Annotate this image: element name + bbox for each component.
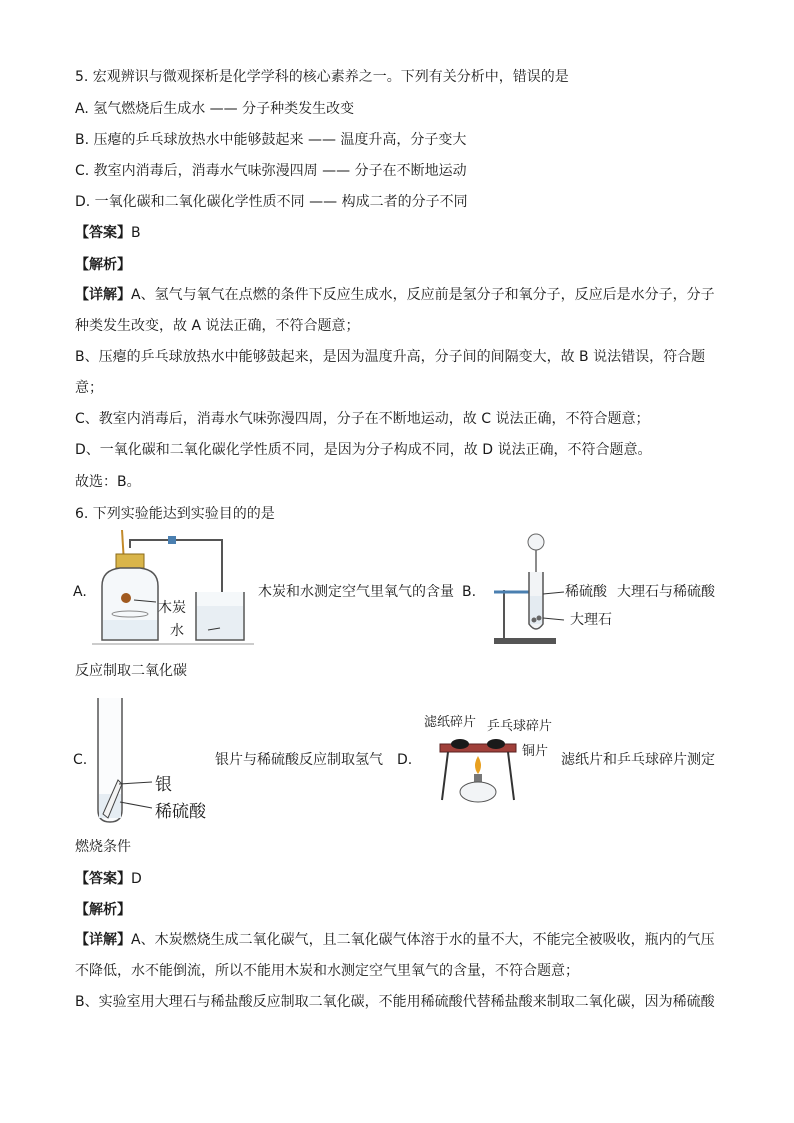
q6-detail-b: B、实验室用大理石与稀盐酸反应制取二氧化碳，不能用稀硫酸代替稀盐酸来制取二氧化碳，因为稀硫酸 (75, 994, 715, 1010)
q6-option-a-text: 木炭和水测定空气里氧气的含量 (258, 584, 454, 600)
q6-option-d-text: 滤纸片和乒乓球碎片测定 (561, 752, 715, 768)
detail-a-text: A、木炭燃烧生成二氧化碳气，且二氧化碳气体溶于水的量不大，不能完全被吸收，瓶内的气压不降低，水不能倒流，所以不能用木炭和水测定空气里氧气的含量，不符合题意； (75, 932, 715, 979)
q6-option-a-letter: A. (73, 584, 87, 600)
q6-option-d-text-cont: 燃烧条件 (75, 839, 131, 855)
q5-choose: 故选：B。 (75, 474, 141, 490)
q6-option-d-letter: D. (397, 752, 413, 768)
detail-tag: 【详解】 (75, 287, 131, 303)
q6-option-b-text-cont: 反应制取二氧化碳 (75, 663, 187, 679)
q6-stem: 6. 下列实验能达到实验目的的是 (75, 506, 275, 522)
q6-option-c-letter: C. (73, 752, 88, 768)
q6-b-label-marble: 大理石 (570, 612, 612, 628)
q5-answer (75, 224, 141, 242)
answer-value: B (131, 225, 141, 241)
q5-detail-b: B、压瘪的乒乓球放热水中能够鼓起来，是因为温度升高，分子间的间隔变大，故 B 说法错误，符合题意； (75, 349, 706, 396)
q6-option-b-figure (486, 532, 566, 650)
q5-option-c: C. 教室内消毒后，消毒水气味弥漫四周 —— 分子在不断地运动 (75, 163, 467, 179)
detail-tag: 【详解】 (75, 932, 131, 948)
q6-answer (75, 870, 142, 888)
q5-analysis-tag: 【解析】 (75, 257, 131, 273)
q6-d-label-ball: 乒乓球碎片 (487, 719, 553, 734)
q5-stem: 5. 宏观辨识与微观探析是化学学科的核心素养之一。下列有关分析中，错误的是 (75, 69, 569, 85)
q6-option-c-text: 银片与稀硫酸反应制取氢气 (215, 752, 383, 768)
q6-option-d-figure (436, 732, 520, 804)
q6-detail-a (75, 925, 723, 987)
q6-option-b-text: 大理石与稀硫酸 (617, 584, 715, 600)
q5-detail-d: D、一氧化碳和二氧化碳化学性质不同，是因为分子构成不同，故 D 说法正确，不符合题意。 (75, 442, 652, 458)
q5-detail-c: C、教室内消毒后，消毒水气味弥漫四周，分子在不断地运动，故 C 说法正确，不符合题意； (75, 411, 650, 427)
q6-d-label-copper: 铜片 (522, 744, 549, 759)
q5-option-b: B. 压瘪的乒乓球放热水中能够鼓起来 —— 温度升高，分子变大 (75, 132, 467, 148)
q6-a-label-water: 水 (170, 623, 184, 639)
q6-c-label-acid: 稀硫酸 (155, 802, 206, 822)
q5-detail-a (75, 280, 723, 342)
q5-option-d: D. 一氧化碳和二氧化碳化学性质不同 —— 构成二者的分子不同 (75, 194, 468, 210)
answer-tag: 【答案】 (75, 871, 131, 887)
detail-a-text: A、氢气与氧气在点燃的条件下反应生成水，反应前是氢分子和氧分子，反应后是水分子，分子种类发生改变，故 A 说法正确，不符合题意； (75, 287, 715, 334)
q6-option-c-figure (94, 694, 154, 826)
q6-a-label-charcoal: 木炭 (158, 600, 186, 616)
q6-analysis-tag: 【解析】 (75, 902, 131, 918)
q6-b-label-acid: 稀硫酸 (565, 584, 607, 600)
clamp-icon (168, 536, 176, 544)
q6-option-b-letter: B. (462, 584, 477, 600)
answer-tag: 【答案】 (75, 225, 131, 241)
q6-d-label-paper: 滤纸碎片 (424, 715, 477, 730)
q6-c-label-silver: 银 (155, 775, 172, 795)
q5-option-a: A. 氢气燃烧后生成水 —— 分子种类发生改变 (75, 101, 355, 117)
answer-value: D (131, 871, 142, 887)
